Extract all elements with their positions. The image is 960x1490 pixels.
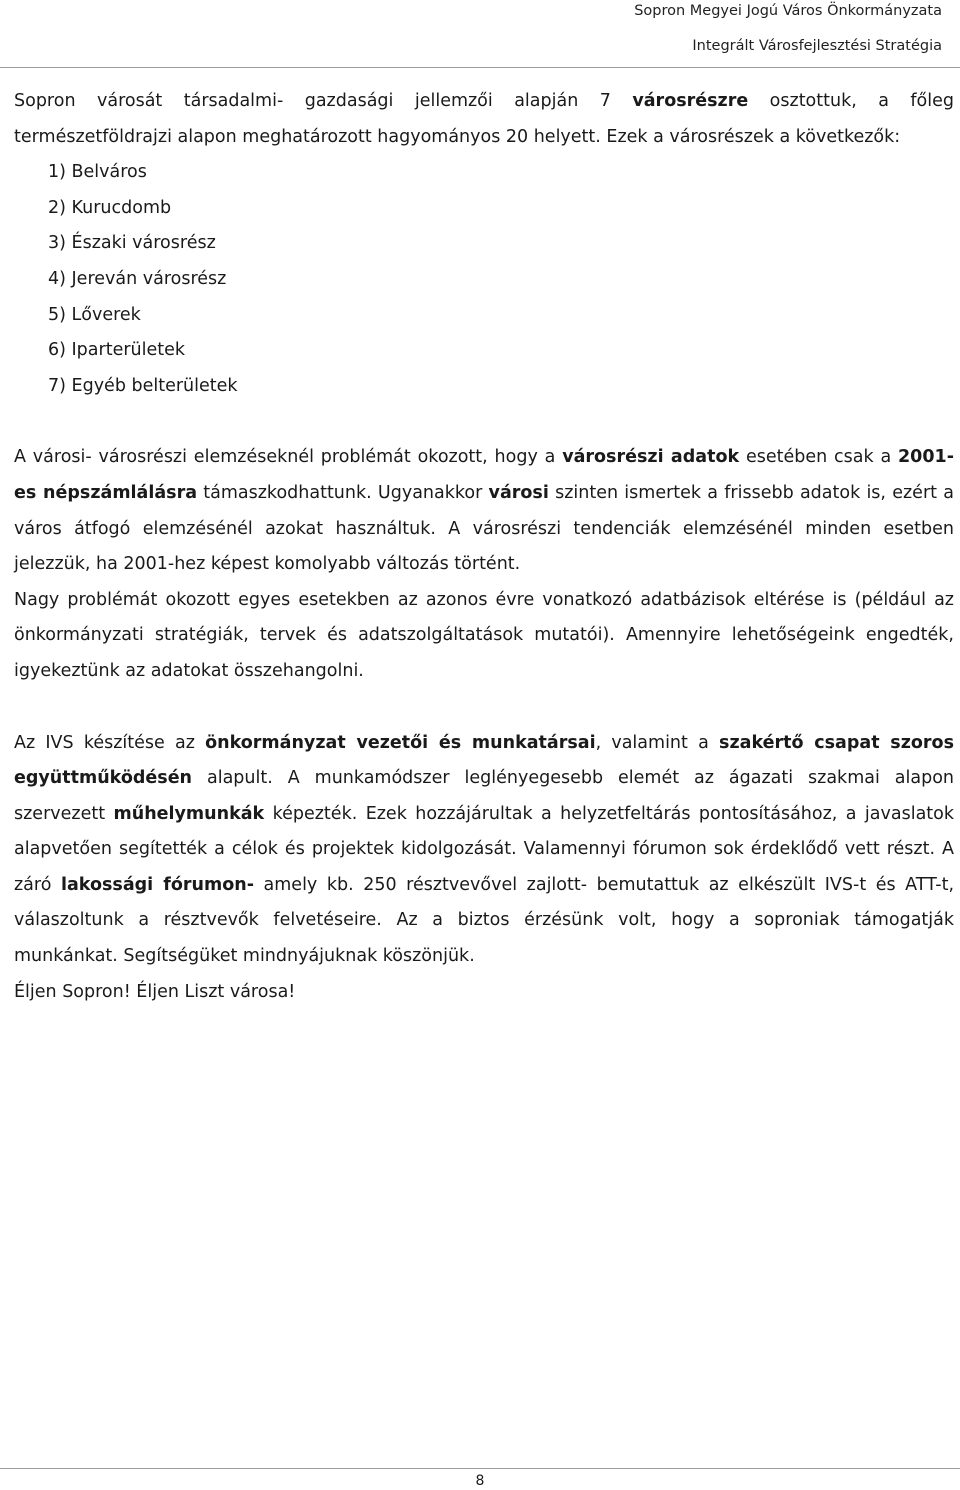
text-run: támaszkodhattunk. Ugyanakkor bbox=[197, 482, 489, 503]
bold-run: városrészi adatok bbox=[562, 447, 740, 468]
list-item: 6) Iparterületek bbox=[48, 340, 186, 361]
closing-line: Éljen Sopron! Éljen Liszt városa! bbox=[14, 981, 296, 1002]
header-document-title: Integrált Városfejlesztési Stratégia bbox=[692, 38, 942, 54]
text-run: alapult. A munkamódszer leglényegesebb elemét az ágazati szakmai alapon szervezett bbox=[14, 768, 954, 824]
document-body bbox=[14, 84, 954, 1010]
spacer bbox=[14, 690, 954, 726]
text-run: amely kb. 250 résztvevővel zajlott- bemutattuk az elkészült IVS-t és ATT-t, válaszoltunk a résztvevők felvetéseire. Az a biztos érzésünk volt, hogy a soproniak támogatják munkánkat. Segítségüket mindnyájuknak köszönjük. bbox=[14, 874, 955, 967]
text-run: Sopron városát társadalmi- gazdasági jellemzői alapján 7 bbox=[14, 91, 633, 111]
bold-run: városi bbox=[488, 482, 549, 503]
bold-run: önkormányzat vezetői és munkatársai bbox=[205, 732, 596, 753]
header-organization: Sopron Megyei Jogú Város Önkormányzata bbox=[634, 3, 942, 19]
intro-paragraph bbox=[14, 84, 954, 155]
cooperation-paragraph bbox=[14, 726, 954, 975]
text-run: képezték. Ezek hozzájárultak a helyzetfeltárás pontosításához, a javaslatok alapvetően segítették a célok és projektek kidolgozását. Valamennyi fórumon sok érdeklődő vett részt. A záró bbox=[14, 803, 954, 895]
text-run: Az IVS készítése az bbox=[14, 732, 206, 753]
header-rule bbox=[0, 67, 960, 68]
footer-rule bbox=[0, 1468, 960, 1469]
list-item: 5) Lőverek bbox=[48, 304, 141, 325]
list-item: 1) Belváros bbox=[48, 162, 147, 183]
bold-run: műhelymunkák bbox=[113, 803, 265, 824]
list-item: 3) Északi városrész bbox=[48, 233, 216, 254]
data-issues-paragraph bbox=[14, 440, 954, 582]
bold-run: lakossági fórumon- bbox=[61, 874, 254, 895]
text-run: A városi- városrészi elemzéseknél problémát okozott, hogy a bbox=[14, 447, 563, 468]
spacer bbox=[14, 404, 954, 440]
bold-run: városrészre bbox=[632, 91, 749, 111]
bold-run: 2001-es népszámlálásra bbox=[14, 447, 954, 503]
list-item: 7) Egyéb belterületek bbox=[48, 375, 238, 396]
district-list bbox=[14, 155, 954, 404]
list-item: 2) Kurucdomb bbox=[48, 197, 172, 218]
text-run: osztottuk, a főleg természetföldrajzi alapon meghatározott hagyományos 20 helyett. Ezek a városrészek a következők: bbox=[14, 91, 955, 147]
text-run: , valamint a bbox=[595, 732, 720, 753]
database-paragraph: Nagy problémát okozott egyes esetekben az azonos évre vonatkozó adatbázisok eltérése is (például az önkormányzati stratégiák, tervek és adatszolgáltatások mutatói). Amennyire lehetőségeink engedték, igyekeztünk az adatokat összehangolni. bbox=[14, 589, 954, 681]
list-item: 4) Jereván városrész bbox=[48, 268, 227, 289]
page-number: 8 bbox=[475, 1473, 485, 1489]
bold-run: szakértő csapat szoros együttműködésén bbox=[14, 732, 954, 789]
page-header bbox=[634, 0, 942, 55]
text-run: szinten ismertek a frissebb adatok is, ezért a város átfogó elemzésénél azokat használtuk. A városrészi tendenciák elemzésénél minden esetben jelezzük, ha 2001-hez képest komolyabb változás történt. bbox=[14, 482, 954, 575]
text-run: esetében csak a bbox=[739, 447, 898, 468]
